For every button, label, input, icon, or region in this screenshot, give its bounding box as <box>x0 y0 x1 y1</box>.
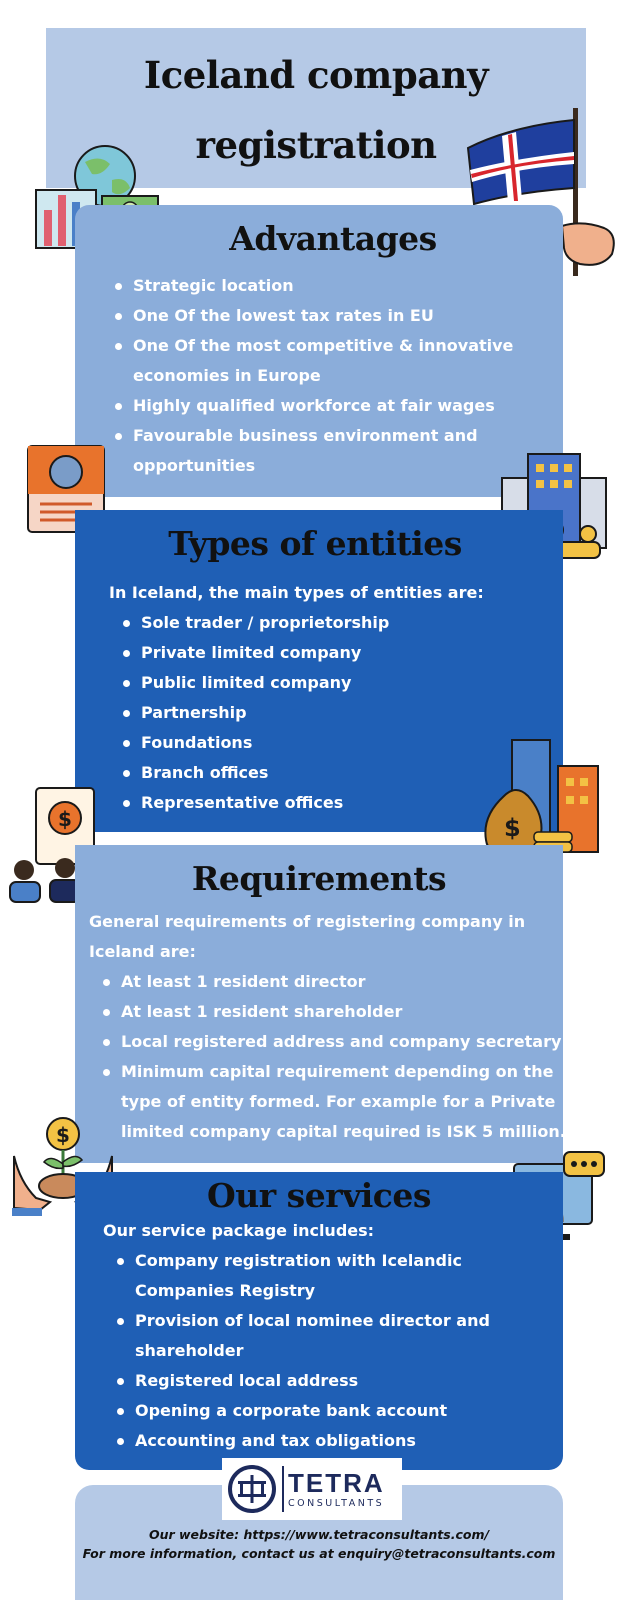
list-item: Registered local address <box>113 1366 553 1396</box>
list-item-continuation: economies in Europe <box>133 366 321 385</box>
advantages-section <box>75 205 563 497</box>
tetra-logo[interactable] <box>222 1458 402 1520</box>
svg-text:$: $ <box>56 1123 70 1147</box>
tetra-logo-icon <box>226 1463 278 1515</box>
services-intro: Our service package includes: <box>103 1221 375 1240</box>
list-item: Representative offices <box>119 788 539 818</box>
services-list <box>113 1246 553 1456</box>
list-item: Local registered address and company secretary <box>99 1027 569 1057</box>
list-item: At least 1 resident director <box>99 967 569 997</box>
logo-subtitle: CONSULTANTS <box>288 1498 385 1509</box>
logo-name: TETRA <box>288 1468 385 1498</box>
entity-types-intro: In Iceland, the main types of entities are: <box>109 583 484 602</box>
list-item: Private limited company <box>119 638 539 668</box>
list-item: Branch offices <box>119 758 539 788</box>
requirements-section <box>75 845 566 1163</box>
footer-website[interactable]: Our website: https://www.tetraconsultants.com/ <box>148 1527 490 1542</box>
list-item: Favourable business environment and <box>111 421 551 451</box>
list-item: Sole trader / proprietorship <box>119 608 539 638</box>
list-item: Foundations <box>119 728 539 758</box>
svg-text:$: $ <box>58 807 72 831</box>
list-item: Accounting and tax obligations <box>113 1426 553 1456</box>
entity-types-heading: Types of entities <box>168 524 462 563</box>
list-item: One Of the lowest tax rates in EU <box>111 301 551 331</box>
list-item-continuation: opportunities <box>133 456 256 475</box>
list-item: At least 1 resident shareholder <box>99 997 569 1027</box>
requirements-intro-line1: General requirements of registering company in <box>89 912 526 931</box>
list-item: Minimum capital requirement depending on the <box>99 1057 569 1087</box>
services-section <box>75 1172 563 1470</box>
logo-divider <box>282 1466 284 1512</box>
list-item-continuation: shareholder <box>135 1341 244 1360</box>
requirements-heading: Requirements <box>191 859 447 898</box>
requirements-intro-line2: Iceland are: <box>89 942 196 961</box>
footer-contact[interactable]: For more information, contact us at enquiry@tetraconsultants.com <box>82 1546 556 1561</box>
page-title-line1: Iceland company <box>143 53 489 97</box>
list-item: Partnership <box>119 698 539 728</box>
services-heading: Our services <box>207 1176 431 1215</box>
advantages-list <box>111 271 551 481</box>
list-item: Public limited company <box>119 668 539 698</box>
entity-types-list <box>119 608 539 818</box>
svg-text:$: $ <box>504 814 521 842</box>
list-item: One Of the most competitive & innovative <box>111 331 551 361</box>
list-item: Strategic location <box>111 271 551 301</box>
list-item-continuation: limited company capital required is ISK 5 million. <box>121 1122 566 1141</box>
list-item-continuation: type of entity formed. For example for a Private <box>121 1092 556 1111</box>
list-item-continuation: Companies Registry <box>135 1281 316 1300</box>
page-title-line2: registration <box>195 123 437 167</box>
list-item: Company registration with Icelandic <box>113 1246 553 1276</box>
list-item: Highly qualified workforce at fair wages <box>111 391 551 421</box>
advantages-heading: Advantages <box>229 219 437 258</box>
requirements-intro <box>89 907 559 967</box>
requirements-list <box>99 967 569 1147</box>
list-item: Provision of local nominee director and <box>113 1306 553 1336</box>
list-item: Opening a corporate bank account <box>113 1396 553 1426</box>
money-bag-city-icon <box>482 736 606 862</box>
